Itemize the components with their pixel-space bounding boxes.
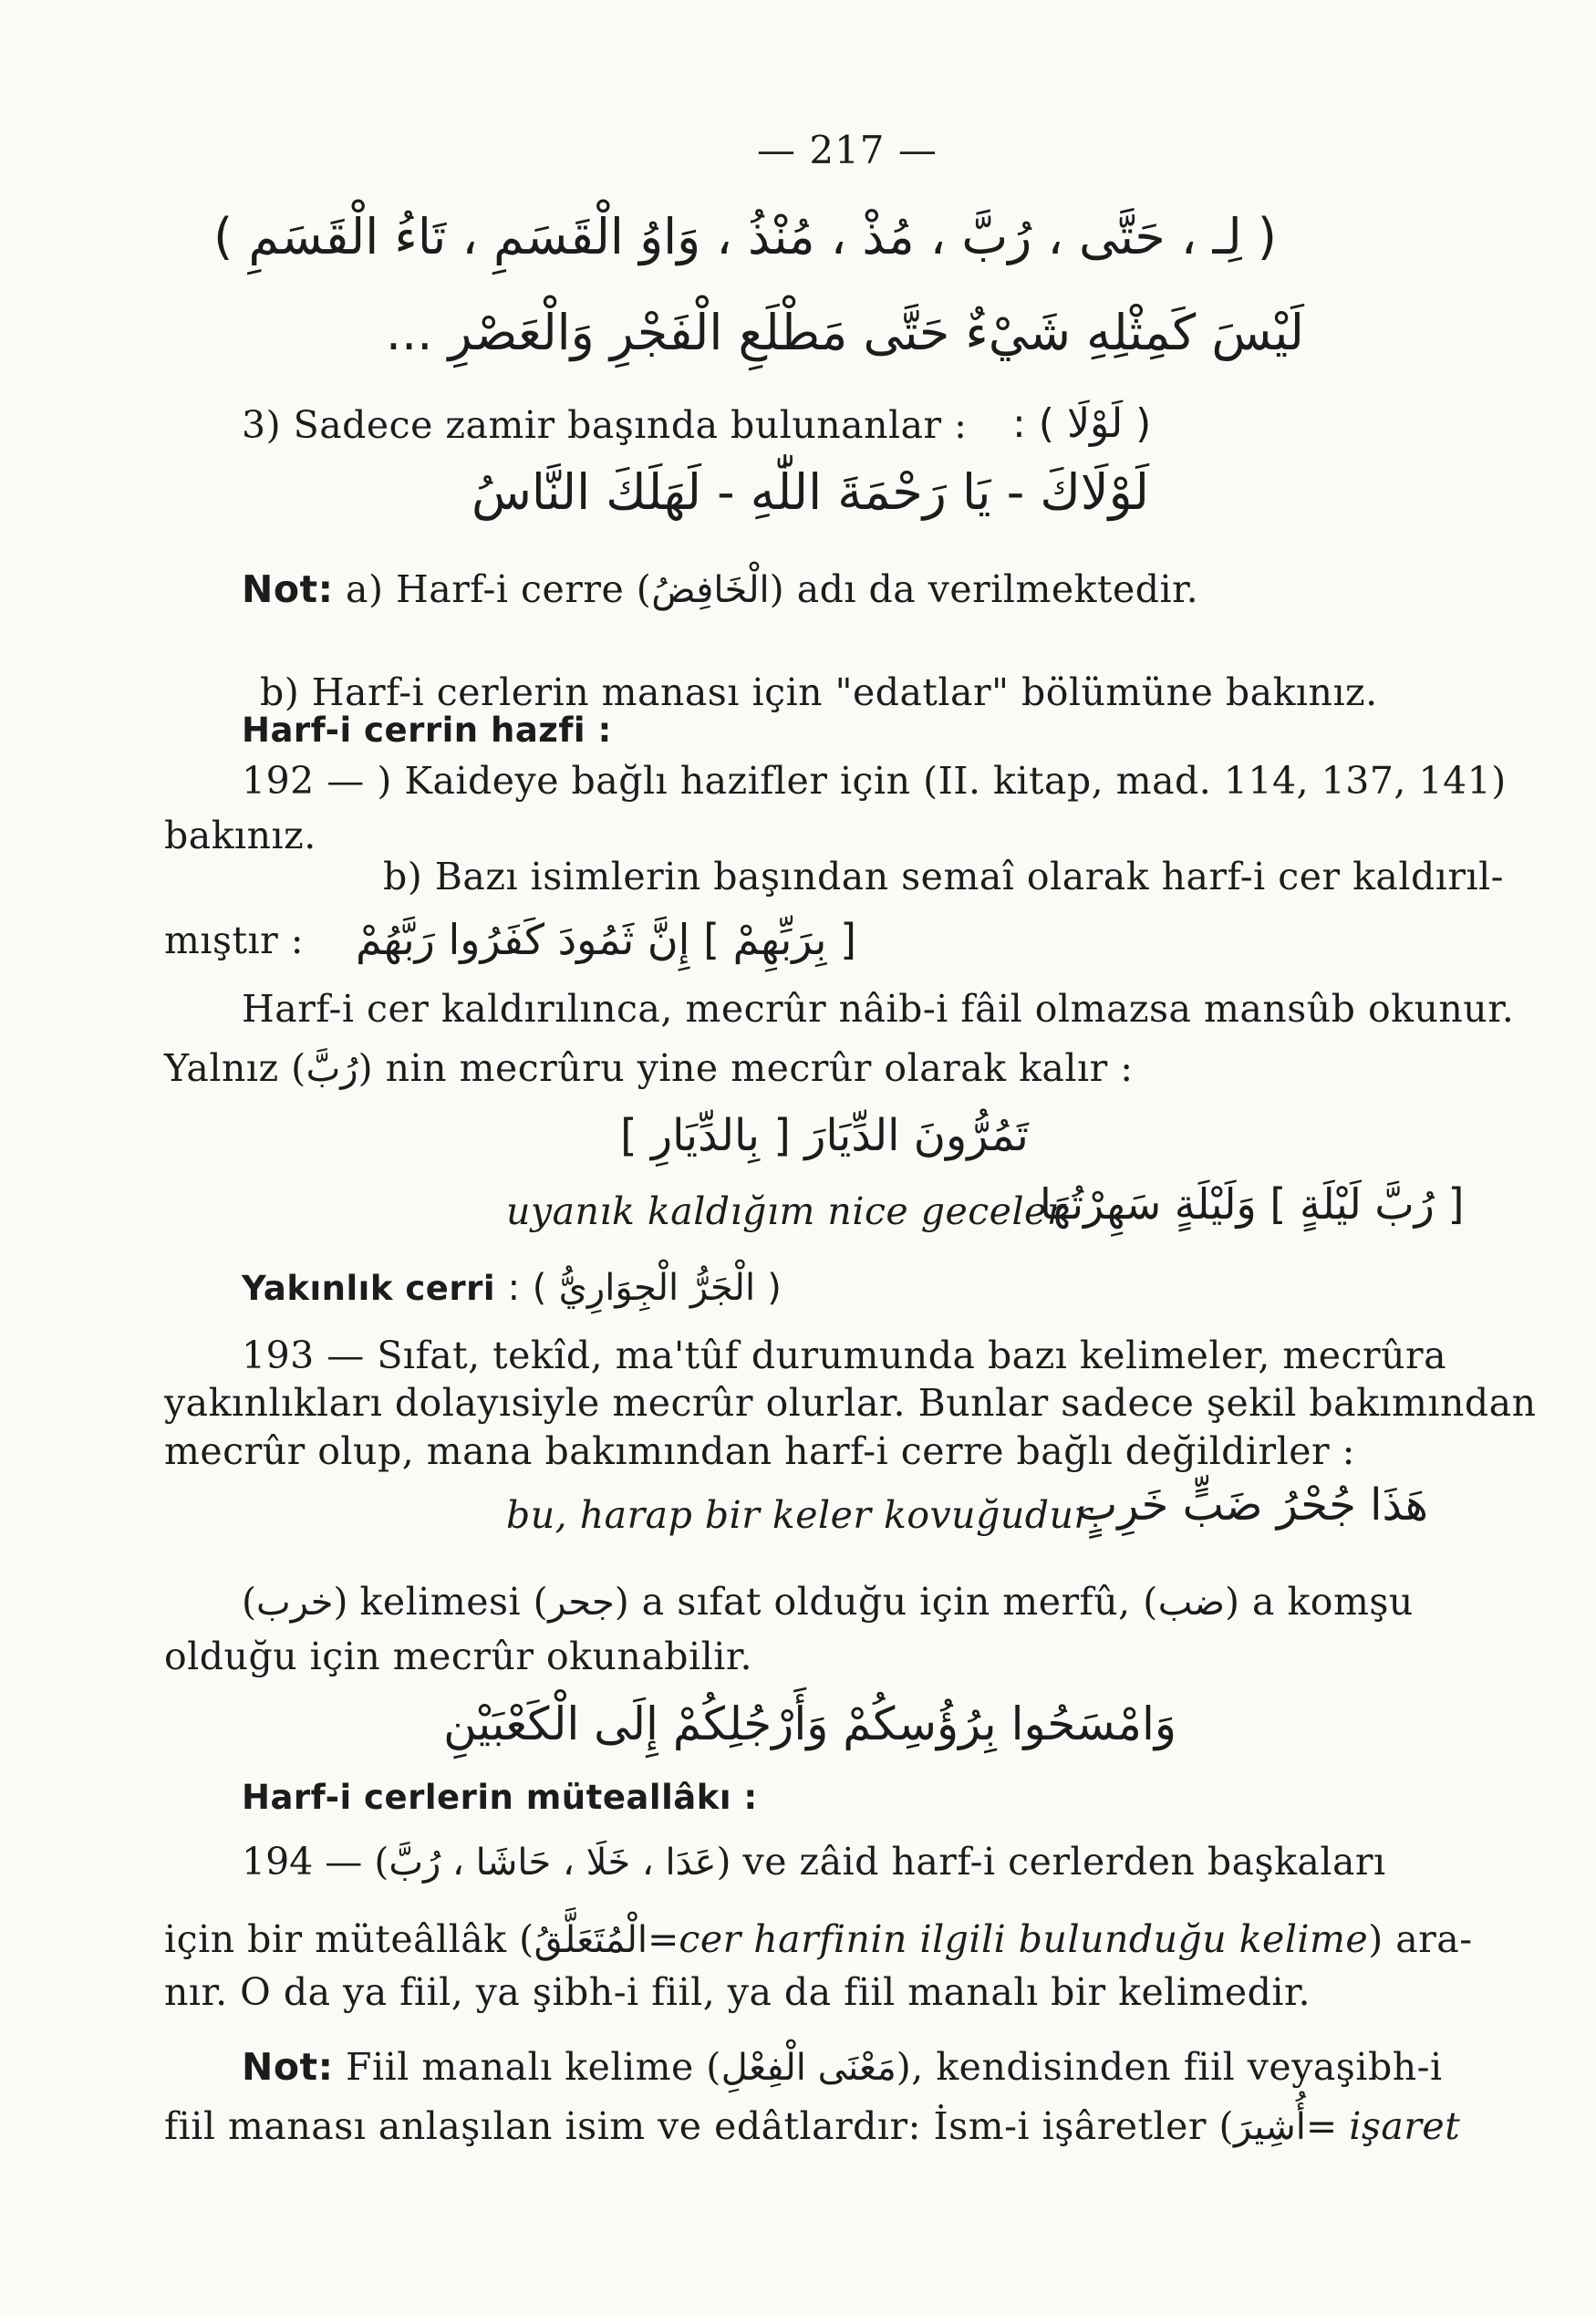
para-192-line-6 [164,1044,1134,1093]
p194-2a: için bir müteâllâk ( [164,1917,534,1961]
p193-4c: ) a sıfat olduğu için merfû, ( [614,1580,1158,1624]
p194-2b: = [648,1917,679,1961]
p194-1b: ) ve zâid harf-i cerlerden başkaları [716,1840,1386,1884]
p194-1a: 194 — ( [242,1840,389,1884]
rubba-arabic: رُبَّ [306,1048,358,1090]
para-192-line-1: 192 — ) Kaideye bağlı hazifler için (II. kitap, mad. 114, 137, 141) [242,759,1507,803]
ushira-arabic: أُشِيرَ [1234,2106,1306,2148]
dabb-arabic: ضب [1157,1582,1225,1624]
heading-hazf: Harf-i cerrin hazfi : [242,711,612,750]
para-192-line-5: Harf-i cer kaldırılınca, mecrûr nâib-i fâil olmazsa mansûb okunur. [242,987,1515,1031]
para-192-6b: ) nin mecrûru yine mecrûr olarak kalır : [358,1046,1134,1090]
example-5-translation: bu, harap bir keler kovuğudur [506,1493,1093,1537]
para-193-line-4 [242,1578,1414,1626]
p194-arabic-list: عَدَا ، خَلَا ، حَاشَا ، رُبَّ [389,1842,717,1884]
item-3-text: 3) Sadece zamir başında bulunanlar : [242,403,968,447]
note-2-label: Not: [242,2045,334,2089]
juhr-arabic: جحر [548,1582,615,1624]
arabic-example-lawla: لَوْلَاكَ - يَا رَحْمَةَ اللّٰهِ - لَهَلَكَ النَّاسُ [471,463,1149,521]
p193-4a: ( [242,1580,256,1624]
para-192-6a: Yalnız ( [164,1046,306,1090]
heading-yakinlik-arabic: ( الْجَرُّ الْجِوَارِيُّ ) : [507,1267,782,1309]
para-192-line-2: bakınız. [164,814,316,857]
mutaallaq-arabic: الْمُتَعَلَّقُ [534,1919,648,1961]
arabic-examples-1: لَيْسَ كَمِثْلِهِ شَيْءٌ حَتَّى مَطْلَعِ الْفَجْرِ وَالْعَصْرِ ... [385,304,1304,361]
note-a-text-1: a) Harf-i cerre ( [346,567,652,611]
para-193-line-1: 193 — Sıfat, tekîd, ma'tûf durumunda bazı kelimeler, mecrûra [242,1334,1447,1377]
note-2-line-2 [164,2102,1460,2151]
note2-1b: ), kendisinden fiil veyaşibh-i [896,2045,1443,2089]
para-192-line-3: b) Bazı isimlerin başından semaî olarak harf-i cer kaldırıl- [383,855,1505,898]
page-number: — 217 — [757,128,938,172]
note-label: Not: [242,567,334,611]
note2-2a: fiil manası anlaşılan isim ve edâtlardır: İsm-i işâretler ( [164,2104,1235,2148]
para-194-line-1 [242,1838,1386,1886]
para-194-line-3: nır. O da ya fiil, ya şibh-i fiil, ya da fiil manalı bir kelimedir. [164,1970,1311,2014]
para-193-line-5: olduğu için mecrûr okunabilir. [164,1635,752,1678]
para-192-line-4: mıştır : [164,919,305,962]
p193-4b: ) kelimesi ( [333,1580,549,1624]
heading-mutealllak: Harf-i cerlerin müteallâkı : [242,1778,758,1817]
harab-arabic: خرب [256,1582,334,1624]
item-3-arabic: ( لَوْلَا ) : [1012,400,1152,447]
example-4-arabic: [ رُبَّ لَيْلَةٍ ] وَلَيْلَةٍ سَهِرْتُهَا [1040,1179,1465,1229]
arabic-example-3: تَمُرُّونَ الدِّيَارَ [ بِالدِّيَارِ ] [620,1110,1029,1161]
note2-1a: Fiil manalı kelime ( [346,2045,721,2089]
example-4-translation: uyanık kaldığım nice geceler [506,1189,1065,1233]
para-193-line-3: mecrûr olup, mana bakımından harf-i cerre bağlı değildirler : [164,1429,1355,1473]
heading-yakinlik: Yakınlık cerri [242,1269,496,1308]
para-192-arabic: [ بِرَبِّهِمْ ] إِنَّ ثَمُودَ كَفَرُوا رَبَّهُمْ [356,915,857,964]
para-193-line-2: yakınlıkları dolayısiyle mecrûr olurlar. Bunlar sadece şekil bakımından [164,1381,1537,1425]
note2-2b: = [1305,2104,1338,2148]
p194-2-italic: cer harfinin ilgili bulunduğu kelime [679,1917,1369,1961]
note-a-line [242,566,1198,614]
note-a-text-2: ) adı da verilmektedir. [769,567,1199,611]
p193-4d: ) a komşu [1224,1580,1414,1624]
arabic-preposition-list: ( لِـ ، حَتَّى ، رُبَّ ، مُذْ ، مُنْذُ ، وَاوُ الْقَسَمِ ، تَاءُ الْقَسَمِ ) [213,208,1277,265]
arabic-example-6: وَامْسَحُوا بِرُؤُسِكُمْ وَأَرْجُلِكُمْ إِلَى الْكَعْبَيْنِ [443,1697,1176,1750]
note-a-arabic: الْخَافِضُ [651,569,770,611]
note-b-line: b) Harf-i cerlerin manası için "edatlar" bölümüne bakınız. [260,670,1378,714]
note-2-line-1 [242,2043,1443,2092]
note2-2-italic: işaret [1349,2104,1461,2148]
p194-2c: ) ara- [1368,1917,1473,1961]
para-194-line-2 [164,1915,1473,1964]
example-5-arabic: هَذَا جُحْرُ ضَبٍّ خَرِبٍ [1076,1479,1428,1531]
mana-fiil-arabic: مَعْنَى الْفِعْلِ [720,2047,896,2089]
heading-yakinlik-line [242,1263,782,1313]
